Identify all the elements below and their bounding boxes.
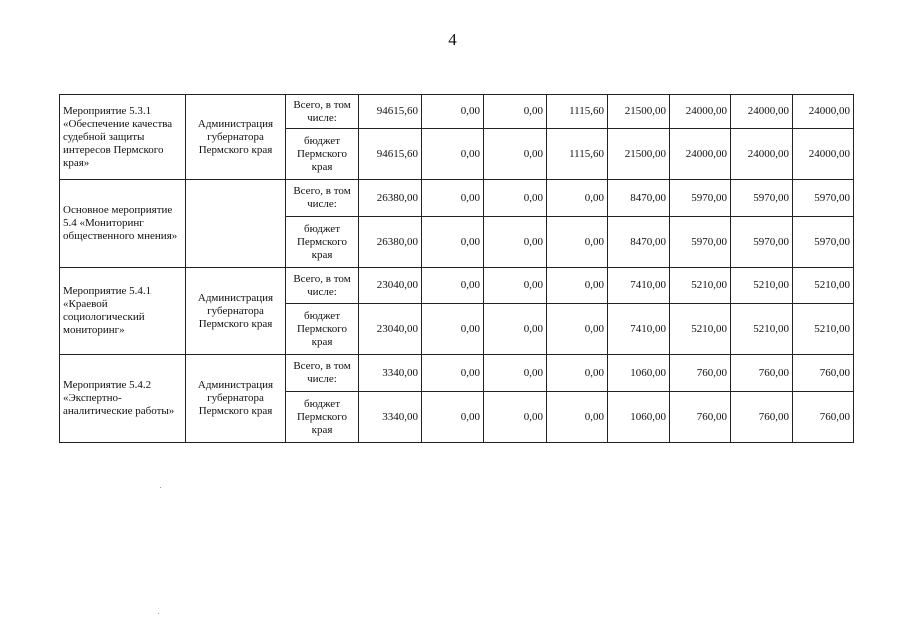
amount-cell: 23040,00 — [359, 268, 422, 304]
amount-cell: 1115,60 — [547, 95, 608, 129]
funding-source-cell: Всего, в том числе: — [286, 95, 359, 129]
amount-cell: 24000,00 — [731, 95, 793, 129]
table-row — [60, 355, 854, 392]
amount-cell: 24000,00 — [670, 95, 731, 129]
amount-cell: 0,00 — [422, 355, 484, 392]
amount-cell: 8470,00 — [608, 180, 670, 217]
amount-cell: 0,00 — [484, 180, 547, 217]
amount-cell: 0,00 — [484, 129, 547, 180]
amount-cell: 24000,00 — [670, 129, 731, 180]
amount-cell: 760,00 — [793, 392, 854, 443]
amount-cell: 5970,00 — [731, 180, 793, 217]
amount-cell: 0,00 — [547, 304, 608, 355]
amount-cell: 0,00 — [422, 268, 484, 304]
amount-cell: 0,00 — [547, 268, 608, 304]
amount-cell: 26380,00 — [359, 217, 422, 268]
amount-cell: 0,00 — [422, 129, 484, 180]
amount-cell: 5210,00 — [670, 304, 731, 355]
amount-cell: 760,00 — [793, 355, 854, 392]
amount-cell: 1060,00 — [608, 392, 670, 443]
amount-cell: 24000,00 — [793, 129, 854, 180]
amount-cell: 760,00 — [731, 392, 793, 443]
table-row — [60, 180, 854, 217]
amount-cell: 7410,00 — [608, 268, 670, 304]
activity-name-cell: Основное мероприятие 5.4 «Мониторинг общественного мнения» — [60, 180, 186, 268]
amount-cell: 5970,00 — [670, 180, 731, 217]
amount-cell: 5970,00 — [731, 217, 793, 268]
funding-source-cell: бюджет Пермского края — [286, 304, 359, 355]
amount-cell: 0,00 — [422, 95, 484, 129]
amount-cell: 5970,00 — [793, 180, 854, 217]
activity-name-cell: Мероприятие 5.4.2 «Экспертно-аналитические работы» — [60, 355, 186, 443]
amount-cell: 0,00 — [547, 180, 608, 217]
amount-cell: 5210,00 — [793, 304, 854, 355]
executor-cell — [186, 180, 286, 268]
amount-cell: 0,00 — [547, 392, 608, 443]
amount-cell: 8470,00 — [608, 217, 670, 268]
funding-source-cell: бюджет Пермского края — [286, 392, 359, 443]
amount-cell: 0,00 — [484, 392, 547, 443]
amount-cell: 5210,00 — [793, 268, 854, 304]
executor-cell: Администрация губернатора Пермского края — [186, 268, 286, 355]
amount-cell: 94615,60 — [359, 129, 422, 180]
amount-cell: 5970,00 — [793, 217, 854, 268]
funding-source-cell: бюджет Пермского края — [286, 129, 359, 180]
executor-cell: Администрация губернатора Пермского края — [186, 95, 286, 180]
amount-cell: 21500,00 — [608, 129, 670, 180]
table-row — [60, 95, 854, 129]
amount-cell: 0,00 — [547, 355, 608, 392]
amount-cell: 0,00 — [422, 304, 484, 355]
amount-cell: 24000,00 — [793, 95, 854, 129]
scan-speck — [160, 487, 161, 488]
amount-cell: 3340,00 — [359, 392, 422, 443]
amount-cell: 0,00 — [484, 217, 547, 268]
amount-cell: 94615,60 — [359, 95, 422, 129]
activity-name-cell: Мероприятие 5.3.1 «Обеспечение качества судебной защиты интересов Пермского края» — [60, 95, 186, 180]
amount-cell: 5210,00 — [731, 304, 793, 355]
amount-cell: 0,00 — [484, 95, 547, 129]
amount-cell: 0,00 — [422, 392, 484, 443]
amount-cell: 0,00 — [422, 180, 484, 217]
amount-cell: 5210,00 — [670, 268, 731, 304]
page-number: 4 — [448, 30, 457, 49]
amount-cell: 0,00 — [484, 355, 547, 392]
amount-cell: 0,00 — [484, 304, 547, 355]
amount-cell: 24000,00 — [731, 129, 793, 180]
amount-cell: 21500,00 — [608, 95, 670, 129]
amount-cell: 23040,00 — [359, 304, 422, 355]
funding-source-cell: бюджет Пермского края — [286, 217, 359, 268]
funding-source-cell: Всего, в том числе: — [286, 268, 359, 304]
amount-cell: 3340,00 — [359, 355, 422, 392]
amount-cell: 1115,60 — [547, 129, 608, 180]
executor-cell: Администрация губернатора Пермского края — [186, 355, 286, 443]
funding-source-cell: Всего, в том числе: — [286, 180, 359, 217]
table-row — [60, 268, 854, 304]
amount-cell: 760,00 — [670, 355, 731, 392]
amount-cell: 0,00 — [547, 217, 608, 268]
amount-cell: 0,00 — [422, 217, 484, 268]
amount-cell: 760,00 — [670, 392, 731, 443]
amount-cell: 760,00 — [731, 355, 793, 392]
amount-cell: 1060,00 — [608, 355, 670, 392]
amount-cell: 5210,00 — [731, 268, 793, 304]
amount-cell: 26380,00 — [359, 180, 422, 217]
budget-table — [59, 94, 854, 443]
scan-speck — [158, 613, 159, 614]
amount-cell: 0,00 — [484, 268, 547, 304]
funding-source-cell: Всего, в том числе: — [286, 355, 359, 392]
amount-cell: 5970,00 — [670, 217, 731, 268]
activity-name-cell: Мероприятие 5.4.1 «Краевой социологический мониторинг» — [60, 268, 186, 355]
amount-cell: 7410,00 — [608, 304, 670, 355]
